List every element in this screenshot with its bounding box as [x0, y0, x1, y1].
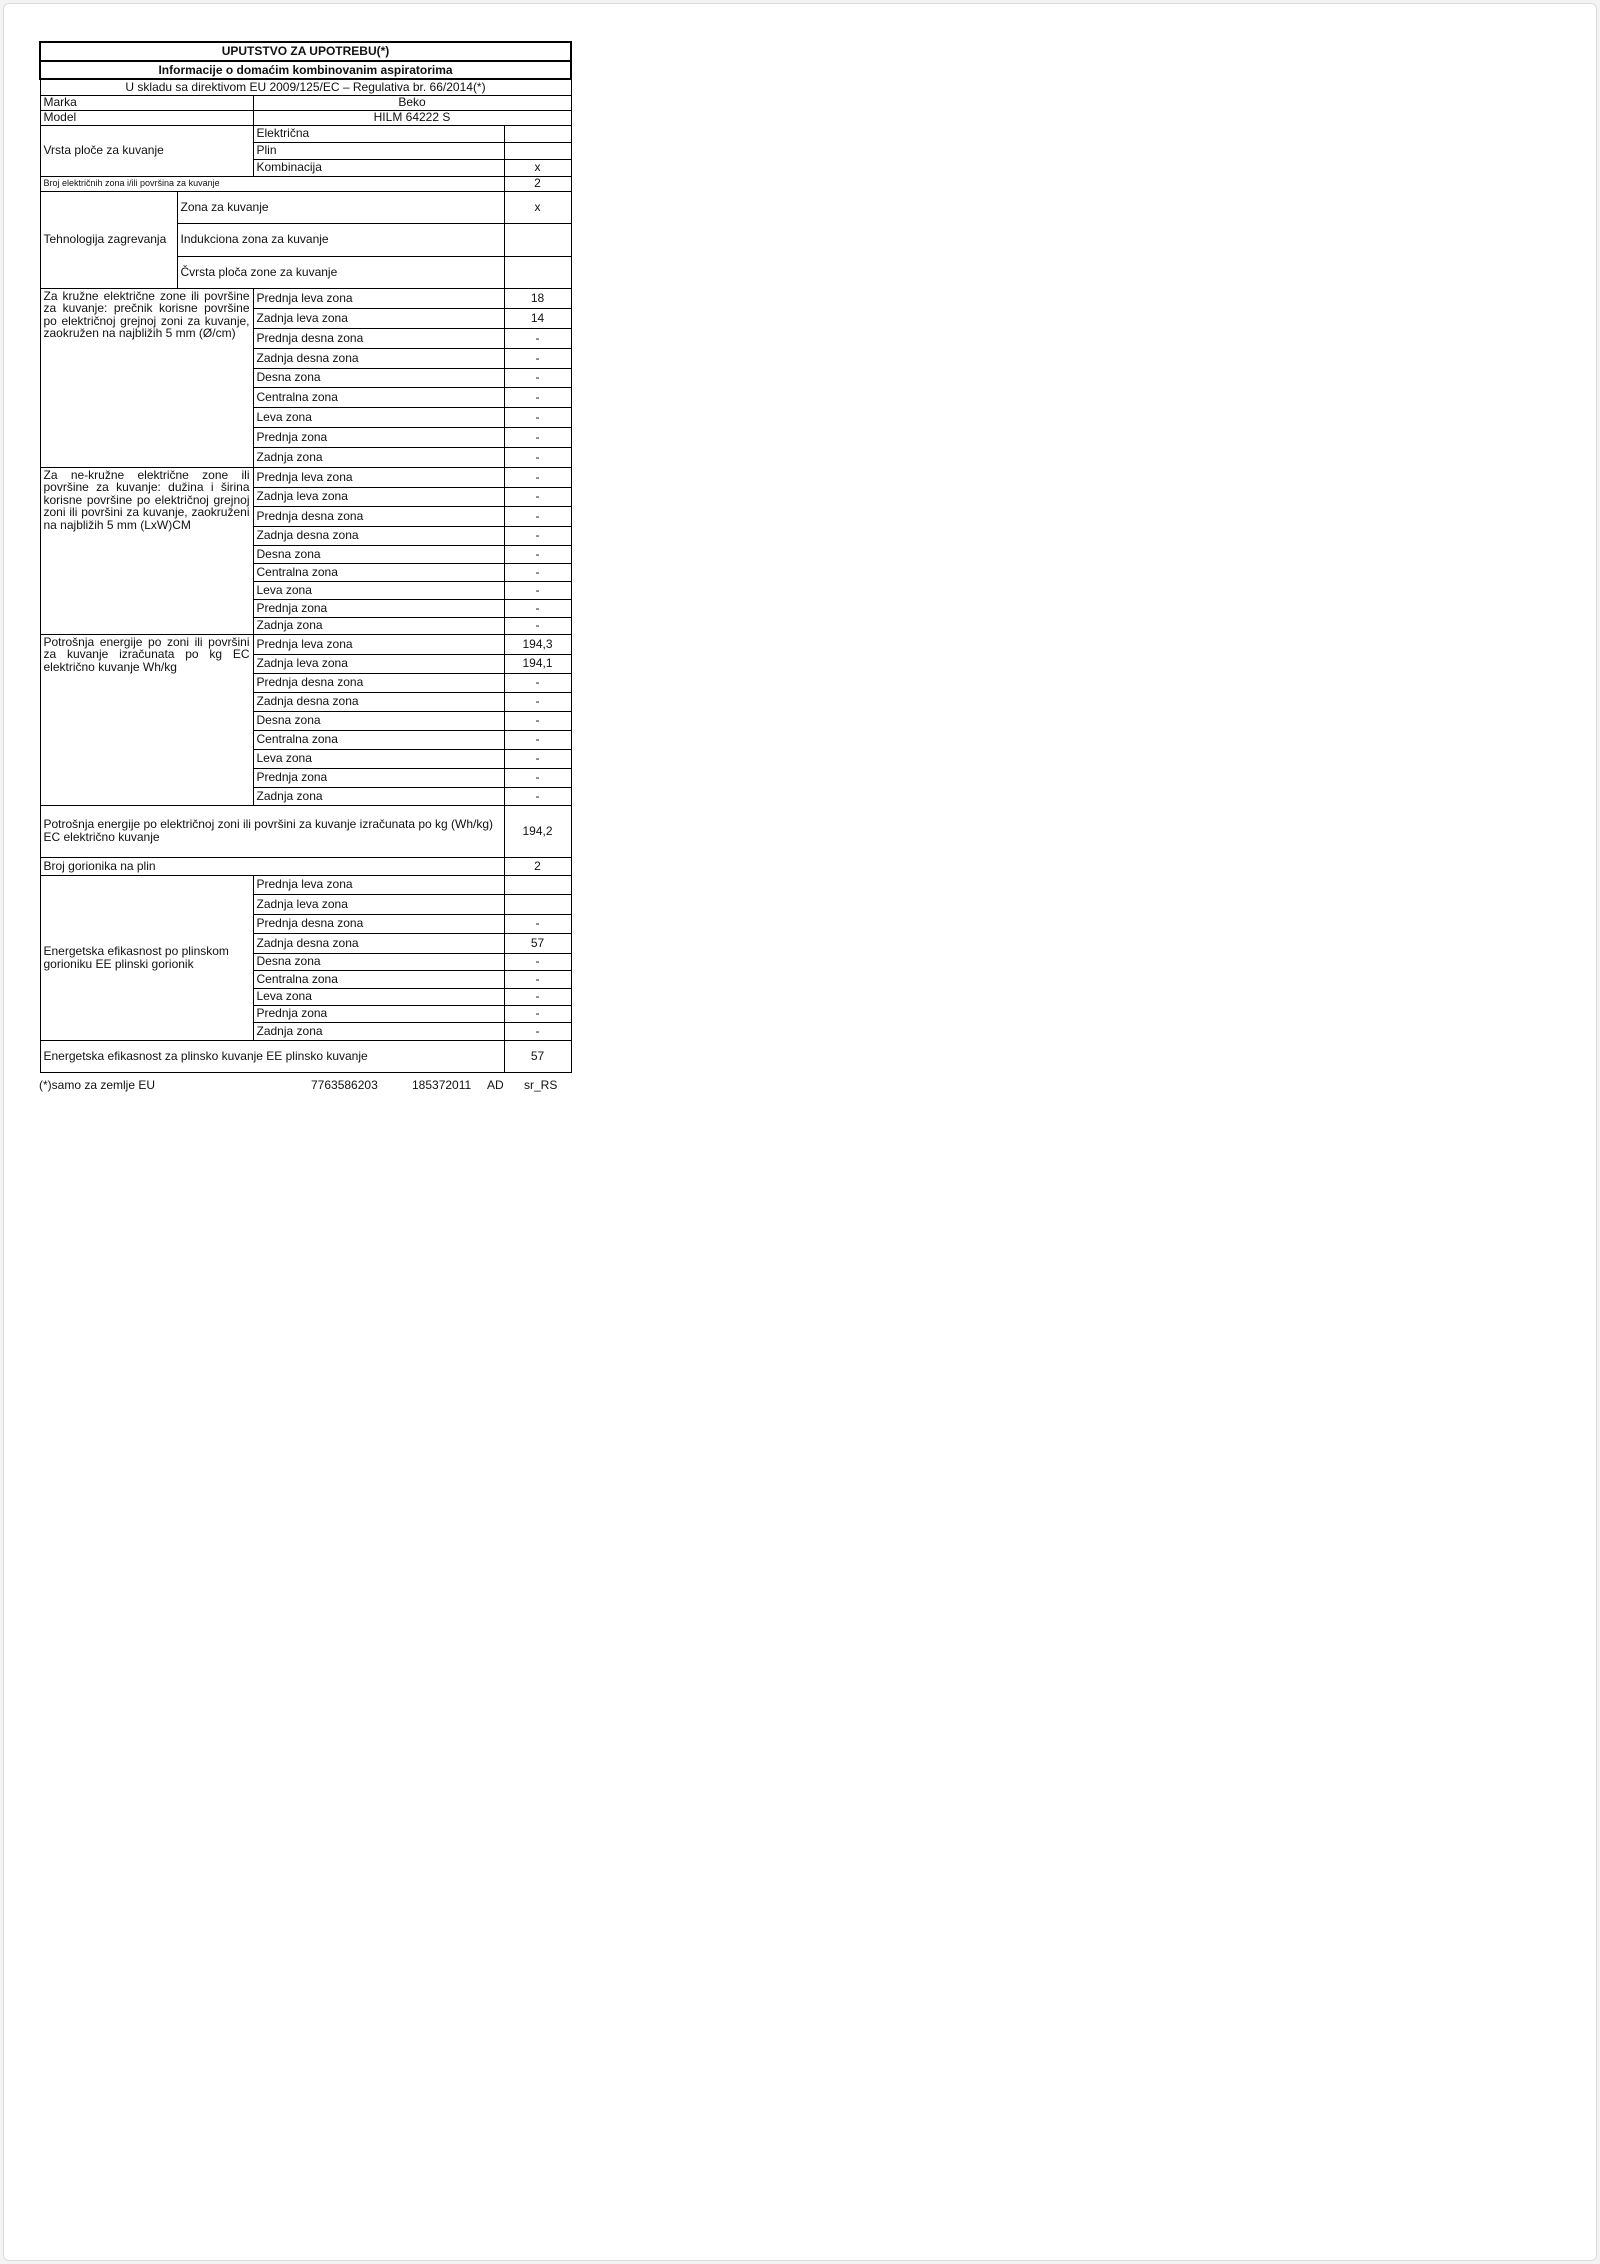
circular-zone-label: Prednja desna zona	[253, 328, 504, 348]
noncircular-zone-value: -	[504, 581, 571, 599]
footer-note: (*)samo za zemlje EU	[39, 1077, 156, 1092]
gas-zone-value: -	[504, 953, 571, 970]
circular-zone-label: Zadnja leva zona	[253, 308, 504, 328]
noncircular-zone-value: -	[504, 506, 571, 526]
hob-type-gas: Plin	[253, 142, 504, 159]
noncircular-zone-label: Leva zona	[253, 581, 504, 599]
gas-zone-value	[504, 875, 571, 894]
circular-zone-value: -	[504, 387, 571, 407]
model-value: HILM 64222 S	[253, 110, 571, 125]
heating-tech-label: Tehnologija zagrevanja	[40, 191, 177, 288]
noncircular-zones-label: Za ne-kružne električne zone ili površine za kuvanje: dužina i širina korisne površine po električnoj grejnoj zoni ili površini za kuvanje, zaokruženi na najbližih 5 mm (LxW)CM	[40, 467, 253, 634]
gas-total-label: Energetska efikasnost za plinsko kuvanje EE plinsko kuvanje	[40, 1040, 504, 1072]
noncircular-zone-label: Zadnja zona	[253, 617, 504, 634]
gas-zone-label: Centralna zona	[253, 970, 504, 988]
heating-tech-induction: Indukciona zona za kuvanje	[177, 223, 504, 256]
gas-zone-label: Zadnja zona	[253, 1022, 504, 1040]
noncircular-zone-label: Desna zona	[253, 545, 504, 563]
circular-zone-value: -	[504, 427, 571, 447]
energy-total-value: 194,2	[504, 805, 571, 857]
noncircular-zone-value: -	[504, 545, 571, 563]
energy-zone-row-label: Zadnja leva zona	[253, 654, 504, 673]
energy-zone-row-value: -	[504, 730, 571, 749]
gas-zone-value: -	[504, 988, 571, 1005]
energy-zone-row-label: Zadnja desna zona	[253, 692, 504, 711]
noncircular-zone-label: Prednja zona	[253, 599, 504, 617]
footer-code-2: 185372011	[412, 1077, 472, 1092]
energy-zone-row-value: -	[504, 787, 571, 805]
heating-tech-induction-value	[504, 223, 571, 256]
noncircular-zone-label: Prednja desna zona	[253, 506, 504, 526]
noncircular-zone-label: Zadnja desna zona	[253, 526, 504, 545]
energy-zone-row-value: -	[504, 711, 571, 730]
circular-zone-label: Zadnja zona	[253, 447, 504, 467]
circular-zone-label: Prednja zona	[253, 427, 504, 447]
noncircular-zone-label: Zadnja leva zona	[253, 487, 504, 506]
circular-zone-label: Leva zona	[253, 407, 504, 427]
gas-eff-label: Energetska efikasnost po plinskom gorioniku EE plinski gorionik	[40, 875, 253, 1040]
hob-type-electric-value	[504, 125, 571, 142]
footer	[39, 1079, 570, 1095]
noncircular-zone-label: Prednja leva zona	[253, 467, 504, 487]
noncircular-zone-value: -	[504, 487, 571, 506]
hob-type-combination-value: x	[504, 159, 571, 176]
noncircular-zone-value: -	[504, 526, 571, 545]
product-fiche	[39, 41, 570, 1095]
footer-code-3: AD	[487, 1077, 504, 1092]
heating-tech-solid-plate-value	[504, 256, 571, 288]
noncircular-zone-value: -	[504, 617, 571, 634]
circular-zone-label: Zadnja desna zona	[253, 348, 504, 368]
hob-type-combination: Kombinacija	[253, 159, 504, 176]
noncircular-zone-value: -	[504, 599, 571, 617]
heating-tech-solid-plate: Čvrsta ploča zone za kuvanje	[177, 256, 504, 288]
document-subtitle: Informacije o domaćim kombinovanim aspiratorima	[40, 61, 571, 79]
energy-zone-row-label: Prednja leva zona	[253, 634, 504, 654]
gas-total-value: 57	[504, 1040, 571, 1072]
heating-tech-zone: Zona za kuvanje	[177, 191, 504, 223]
page	[3, 3, 1597, 2261]
hob-type-gas-value	[504, 142, 571, 159]
gas-zone-value: -	[504, 970, 571, 988]
document-title: UPUTSTVO ZA UPOTREBU(*)	[40, 42, 571, 61]
energy-zone-row-label: Leva zona	[253, 749, 504, 768]
energy-zone-row-value: -	[504, 768, 571, 787]
fiche-table	[39, 41, 572, 1073]
gas-burners-value: 2	[504, 857, 571, 875]
gas-zone-label: Leva zona	[253, 988, 504, 1005]
energy-zone-row-value: 194,1	[504, 654, 571, 673]
hob-type-label: Vrsta ploče za kuvanje	[40, 125, 253, 176]
gas-zone-label: Prednja leva zona	[253, 875, 504, 894]
energy-zone-row-value: -	[504, 692, 571, 711]
energy-zone-row-label: Prednja zona	[253, 768, 504, 787]
gas-zone-value: -	[504, 1005, 571, 1022]
noncircular-zone-label: Centralna zona	[253, 563, 504, 581]
circular-zone-value: -	[504, 368, 571, 387]
hob-type-electric: Električna	[253, 125, 504, 142]
model-label: Model	[40, 110, 253, 125]
energy-total-label: Potrošnja energije po električnoj zoni ili površini za kuvanje izračunata po kg (Wh/kg) EC električno kuvanje	[40, 805, 504, 857]
gas-zone-label: Prednja desna zona	[253, 914, 504, 933]
gas-zone-value: 57	[504, 933, 571, 953]
footer-locale: sr_RS	[524, 1077, 558, 1092]
directive-text: U skladu sa direktivom EU 2009/125/EC – Regulativa br. 66/2014(*)	[40, 79, 571, 95]
gas-zone-value	[504, 894, 571, 914]
gas-zone-value: -	[504, 914, 571, 933]
circular-zone-label: Centralna zona	[253, 387, 504, 407]
circular-zone-value: -	[504, 328, 571, 348]
gas-zone-label: Zadnja desna zona	[253, 933, 504, 953]
energy-zone-row-value: -	[504, 673, 571, 692]
zones-count-value: 2	[504, 176, 571, 191]
gas-zone-label: Prednja zona	[253, 1005, 504, 1022]
zones-count-label: Broj električnih zona i/ili površina za kuvanje	[40, 176, 504, 191]
circular-zone-value: -	[504, 407, 571, 427]
circular-zone-value: 18	[504, 288, 571, 308]
circular-zone-value: 14	[504, 308, 571, 328]
gas-zone-label: Desna zona	[253, 953, 504, 970]
gas-burners-label: Broj gorionika na plin	[40, 857, 504, 875]
gas-zone-label: Zadnja leva zona	[253, 894, 504, 914]
energy-zone-row-value: -	[504, 749, 571, 768]
circular-zone-label: Desna zona	[253, 368, 504, 387]
energy-zone-row-label: Desna zona	[253, 711, 504, 730]
brand-value: Beko	[253, 95, 571, 110]
noncircular-zone-value: -	[504, 467, 571, 487]
energy-zone-row-value: 194,3	[504, 634, 571, 654]
circular-zone-value: -	[504, 348, 571, 368]
brand-label: Marka	[40, 95, 253, 110]
noncircular-zone-value: -	[504, 563, 571, 581]
circular-zones-label: Za kružne električne zone ili površine za kuvanje: prečnik korisne površine po električnoj grejnoj zoni za kuvanje, zaokružen na najbližih 5 mm (Ø/cm)	[40, 288, 253, 467]
energy-zone-label: Potrošnja energije po zoni ili površini za kuvanje izračunata po kg EC električno kuvanje Wh/kg	[40, 634, 253, 805]
circular-zone-value: -	[504, 447, 571, 467]
footer-code-1: 7763586203	[311, 1077, 378, 1092]
heating-tech-zone-value: x	[504, 191, 571, 223]
gas-zone-value: -	[504, 1022, 571, 1040]
circular-zone-label: Prednja leva zona	[253, 288, 504, 308]
energy-zone-row-label: Centralna zona	[253, 730, 504, 749]
energy-zone-row-label: Prednja desna zona	[253, 673, 504, 692]
energy-zone-row-label: Zadnja zona	[253, 787, 504, 805]
